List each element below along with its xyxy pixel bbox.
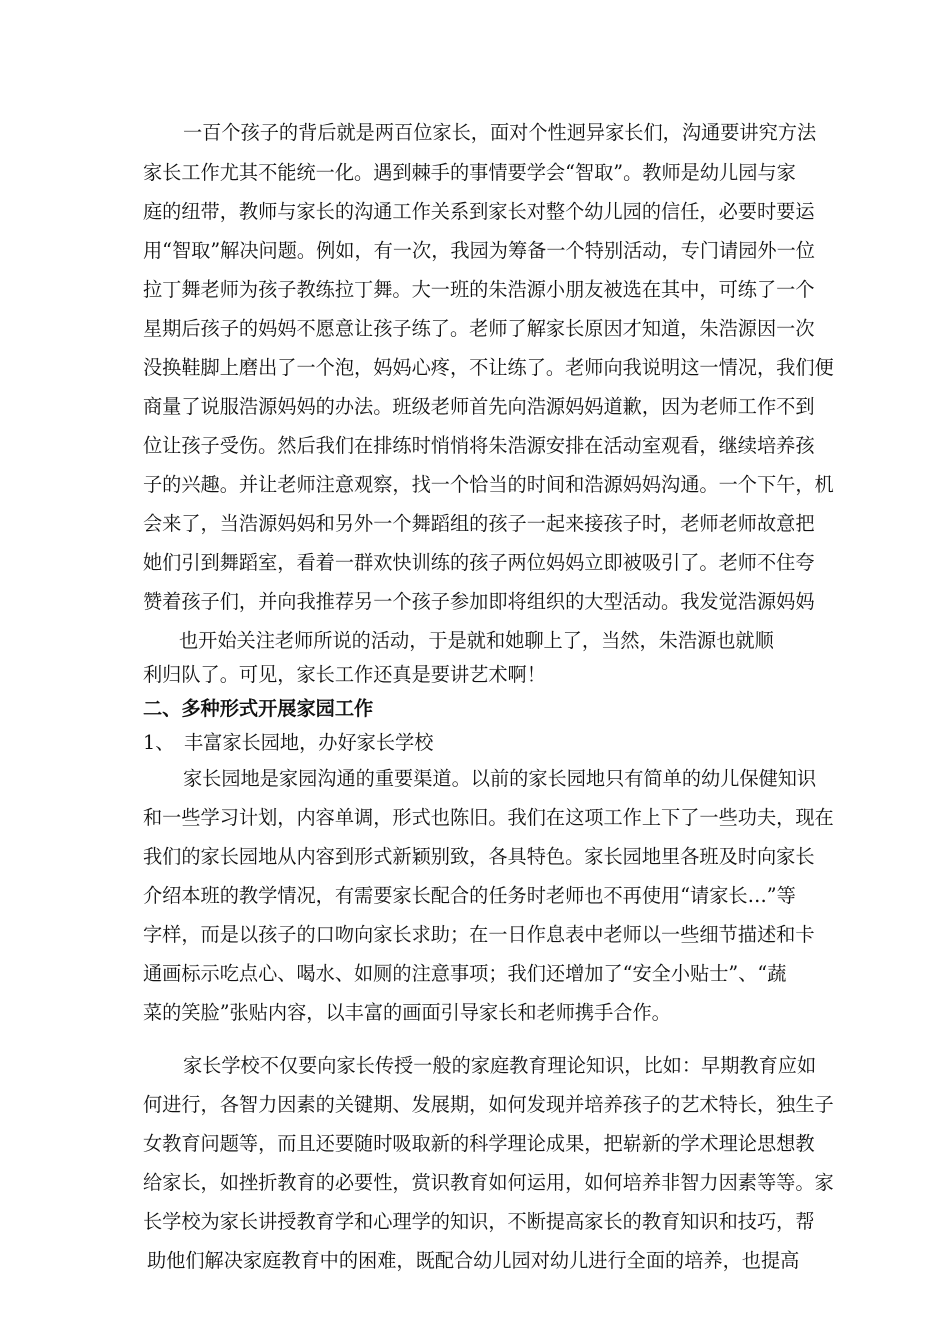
paragraph-line: 庭的纽带，教师与家长的沟通工作关系到家长对整个幼儿园的信任，必要时要运: [143, 200, 815, 223]
paragraph-line: 家长学校不仅要向家长传授一般的家庭教育理论知识，比如：早期教育应如: [183, 1054, 817, 1077]
paragraph-line: 星期后孩子的妈妈不愿意让孩子练了。老师了解家长原因才知道，朱浩源因一次: [143, 317, 815, 340]
paragraph-line: 家长园地是家园沟通的重要渠道。以前的家长园地只有简单的幼儿保健知识: [183, 767, 817, 790]
paragraph-line: 字样，而是以孩子的口吻向家长求助；在一日作息表中老师以一些细节描述和卡: [143, 923, 815, 946]
paragraph-line: 介绍本班的教学情况，有需要家长配合的任务时老师也不再使用“请家长…”等: [143, 884, 796, 907]
paragraph-line: 没换鞋脚上磨出了一个泡，妈妈心疼，不让练了。老师向我说明这一情况，我们便: [143, 356, 834, 379]
section-heading: 二、多种形式开展家园工作: [143, 697, 374, 720]
paragraph-line: 给家长，如挫折教育的必要性，赏识教育如何运用，如何培养非智力因素等等。家: [143, 1171, 834, 1194]
paragraph-line: 女教育问题等，而且还要随时吸取新的科学理论成果，把崭新的学术理论思想教: [143, 1132, 815, 1155]
paragraph-line: 一百个孩子的背后就是两百位家长，面对个性迥异家长们，沟通要讲究方法: [183, 121, 817, 144]
paragraph-line: 会来了，当浩源妈妈和另外一个舞蹈组的孩子一起来接孩子时，老师老师故意把: [143, 512, 815, 535]
paragraph-line: 通画标示吃点心、喝水、如厕的注意事项；我们还增加了“安全小贴士”、“蔬: [143, 962, 787, 985]
paragraph-line: 也开始关注老师所说的活动，于是就和她聊上了，当然，朱浩源也就顺: [179, 629, 774, 652]
paragraph-line: 子的兴趣。并让老师注意观察，找一个恰当的时间和浩源妈妈沟通。一个下午，机: [143, 473, 834, 496]
paragraph-line: 利归队了。可见，家长工作还真是要讲艺术啊！: [143, 663, 546, 686]
paragraph-line: 菜的笑脸”张贴内容，以丰富的画面引导家长和老师携手合作。: [143, 1001, 671, 1024]
paragraph-line: 商量了说服浩源妈妈的办法。班级老师首先向浩源妈妈道歉，因为老师工作不到: [143, 395, 815, 418]
paragraph-line: 长学校为家长讲授教育学和心理学的知识，不断提高家长的教育知识和技巧，帮: [143, 1210, 815, 1233]
paragraph-line: 和一些学习计划，内容单调，形式也陈旧。我们在这项工作上下了一些功夫，现在: [143, 806, 834, 829]
paragraph-line: 家长工作尤其不能统一化。遇到棘手的事情要学会“智取”。教师是幼儿园与家: [143, 161, 796, 184]
paragraph-line: 位让孩子受伤。然后我们在排练时悄悄将朱浩源安排在活动室观看，继续培养孩: [143, 434, 815, 457]
paragraph-line: 她们引到舞蹈室，看着一群欢快训练的孩子两位妈妈立即被吸引了。老师不住夸: [143, 551, 815, 574]
paragraph-line: 助他们解决家庭教育中的困难，既配合幼儿园对幼儿进行全面的培养，也提高: [147, 1249, 800, 1272]
paragraph-line: 我们的家长园地从内容到形式新颖别致，各具特色。家长园地里各班及时向家长: [143, 845, 815, 868]
paragraph-line: 用“智取”解决问题。例如，有一次，我园为筹备一个特别活动，专门请园外一位: [143, 239, 815, 262]
paragraph-line: 赞着孩子们，并向我推荐另一个孩子参加即将组织的大型活动。我发觉浩源妈妈: [143, 590, 815, 613]
subsection-heading: 1、 丰富家长园地，办好家长学校: [143, 731, 434, 754]
paragraph-line: 拉丁舞老师为孩子教练拉丁舞。大一班的朱浩源小朋友被选在其中，可练了一个: [143, 278, 815, 301]
paragraph-line: 何进行，各智力因素的关键期、发展期，如何发现并培养孩子的艺术特长，独生子: [143, 1093, 834, 1116]
